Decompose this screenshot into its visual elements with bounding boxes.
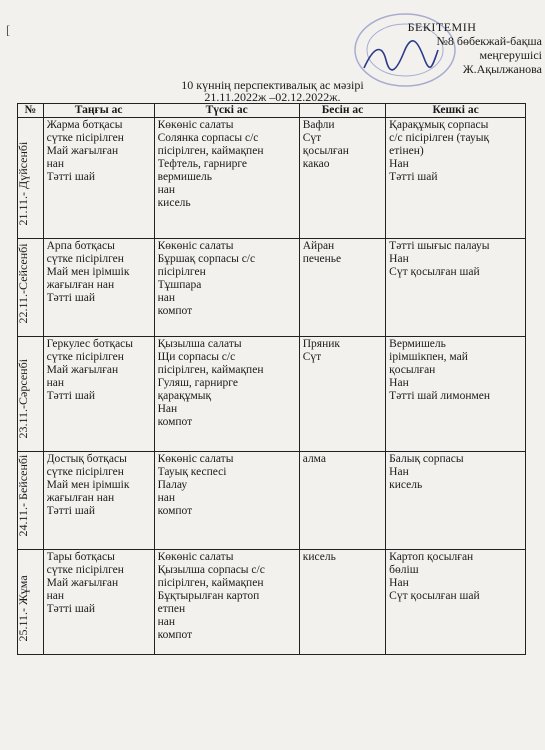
- dish-line: Тәтті шай: [46, 171, 95, 183]
- dish-line: Тәтті шай лимонмен: [389, 390, 491, 402]
- menu-title: [0, 79, 545, 103]
- dish-line: сүтке пісірілген: [46, 564, 124, 576]
- breakfast-cell: [43, 550, 154, 655]
- table-row: [18, 550, 526, 655]
- dish-line: Май мен ірімшік: [46, 479, 130, 491]
- dish-line: сүтке пісірілген: [46, 466, 124, 478]
- dinner-cell: [386, 452, 526, 550]
- dish-line: Тефтель, гарнирге: [157, 158, 248, 170]
- dinner-cell: [386, 239, 526, 337]
- dish-line: сүтке пісірілген: [46, 132, 124, 144]
- dish-line: Көкөніс салаты: [157, 551, 234, 563]
- dish-line: сүтке пісірілген: [46, 253, 124, 265]
- dish-line: Май жағылған: [46, 364, 119, 376]
- dish-line: Вафли: [302, 119, 335, 131]
- dish-line: қарақұмық: [157, 390, 212, 402]
- dish-line: жағылған нан: [46, 279, 115, 291]
- column-header: Түскі ас: [154, 104, 299, 118]
- dish-line: Айран: [302, 240, 335, 252]
- dish-line: нан: [157, 184, 176, 196]
- lunch-cell: [154, 452, 299, 550]
- day-label: 23.11.-Сәрсенбі: [16, 358, 31, 439]
- dish-line: Нан: [389, 577, 409, 589]
- column-header: №: [18, 104, 44, 118]
- dish-line: Картоп қосылған: [389, 551, 474, 563]
- approval-line: Ж.Ақылжанова: [462, 62, 542, 76]
- dish-line: Тәтті шығыс палауы: [389, 240, 490, 252]
- dish-line: Көкөніс салаты: [157, 453, 234, 465]
- menu-table: [17, 103, 526, 655]
- dish-line: Пряник: [302, 338, 340, 350]
- dish-line: сүтке пісірілген: [46, 351, 124, 363]
- day-label: 25.11.- Жұма: [16, 575, 31, 642]
- breakfast-cell: [43, 337, 154, 452]
- dish-line: Тәтті шай: [389, 171, 438, 183]
- table-row: [18, 452, 526, 550]
- dish-line: Нан: [389, 377, 409, 389]
- dish-line: Тары ботқасы: [46, 551, 115, 563]
- dish-line: нан: [46, 377, 65, 389]
- dish-line: Май жағылған: [46, 145, 119, 157]
- dinner-cell: [386, 337, 526, 452]
- dinner-cell: [386, 118, 526, 239]
- dish-line: Қарақұмық сорпасы: [389, 119, 489, 131]
- dish-line: алма: [302, 453, 326, 465]
- dish-line: Бұршақ сорпасы с/с: [157, 253, 256, 265]
- breakfast-cell: [43, 118, 154, 239]
- column-header: Бесін ас: [299, 104, 385, 118]
- dish-line: Геркулес ботқасы: [46, 338, 134, 350]
- dish-line: Нан: [157, 403, 178, 415]
- dish-line: Тәтті шай: [46, 603, 95, 615]
- dish-line: нан: [46, 158, 65, 170]
- snack-cell: [299, 118, 385, 239]
- dish-line: нан: [46, 590, 65, 602]
- lunch-cell: [154, 550, 299, 655]
- binder-mark: [: [6, 22, 11, 37]
- dish-line: Арпа ботқасы: [46, 240, 115, 252]
- dish-line: какао: [302, 158, 330, 170]
- dish-line: Щи сорпасы с/с: [157, 351, 236, 363]
- snack-cell: [299, 239, 385, 337]
- dish-line: Солянка сорпасы с/с: [157, 132, 259, 144]
- dish-line: етінен): [389, 145, 424, 157]
- day-label: 24.11.- Бейсенбі: [16, 454, 31, 537]
- column-header: Таңғы ас: [43, 104, 154, 118]
- dish-line: Нан: [389, 253, 409, 265]
- day-label: 22.11.-Сейсенбі: [16, 243, 31, 324]
- dish-line: Қызылша салаты: [157, 338, 242, 350]
- dish-line: пісірілген, каймақпен: [157, 364, 264, 376]
- snack-cell: [299, 550, 385, 655]
- dish-line: Вермишель: [389, 338, 446, 350]
- dish-line: с/с пісірілген (тауық: [389, 132, 490, 144]
- approval-block: [372, 20, 542, 76]
- dish-line: қосылған: [302, 145, 349, 157]
- dish-line: нан: [157, 616, 176, 628]
- approval-line: №8 бөбекжай-бақша: [436, 34, 542, 48]
- table-row: [18, 239, 526, 337]
- dish-line: Сүт қосылған шай: [389, 266, 480, 278]
- dish-line: Нан: [389, 466, 409, 478]
- dish-line: Көкөніс салаты: [157, 119, 234, 131]
- dish-line: Май жағылған: [46, 577, 119, 589]
- dish-line: Палау: [157, 479, 188, 491]
- menu-title-line: 10 күннің перспективалық ас мәзірі: [181, 78, 364, 92]
- dish-line: Тұшпара: [157, 279, 202, 291]
- table-row: [18, 337, 526, 452]
- column-header: Кешкі ас: [386, 104, 526, 118]
- dish-line: кисель: [389, 479, 423, 491]
- dish-line: Балық сорпасы: [389, 453, 464, 465]
- dish-line: Тауық кеспесі: [157, 466, 227, 478]
- snack-cell: [299, 452, 385, 550]
- dish-line: Көкөніс салаты: [157, 240, 234, 252]
- dish-line: пісірілген: [157, 266, 206, 278]
- table-header-row: [18, 104, 526, 118]
- dish-line: ірімшікпен, май: [389, 351, 468, 363]
- dish-line: жағылған нан: [46, 492, 115, 504]
- dish-line: компот: [157, 505, 193, 517]
- day-cell: [18, 337, 44, 452]
- dinner-cell: [386, 550, 526, 655]
- dish-line: бөліш: [389, 564, 419, 576]
- dish-line: етпен: [157, 603, 186, 615]
- dish-line: вермишель: [157, 171, 213, 183]
- dish-line: компот: [157, 629, 193, 641]
- approval-line: меңгерушісі: [479, 48, 542, 62]
- snack-cell: [299, 337, 385, 452]
- dish-line: Қызылша сорпасы с/с: [157, 564, 265, 576]
- dish-line: Тәтті шай: [46, 505, 95, 517]
- dish-line: Гуляш, гарнирге: [157, 377, 238, 389]
- day-cell: [18, 118, 44, 239]
- dish-line: кисель: [157, 197, 191, 209]
- lunch-cell: [154, 337, 299, 452]
- dish-line: компот: [157, 416, 193, 428]
- approval-title: БЕКІТЕМІН: [407, 20, 477, 34]
- dish-line: Тәтті шай: [46, 292, 95, 304]
- day-cell: [18, 452, 44, 550]
- dish-line: печенье: [302, 253, 342, 265]
- dish-line: Нан: [389, 158, 409, 170]
- dish-line: нан: [157, 292, 176, 304]
- table-row: [18, 118, 526, 239]
- dish-line: Май мен ірімшік: [46, 266, 130, 278]
- dish-line: кисель: [302, 551, 336, 563]
- breakfast-cell: [43, 239, 154, 337]
- dish-line: Жарма ботқасы: [46, 119, 123, 131]
- breakfast-cell: [43, 452, 154, 550]
- dish-line: Сүт қосылған шай: [389, 590, 480, 602]
- day-cell: [18, 550, 44, 655]
- dish-line: Сүт: [302, 132, 322, 144]
- dish-line: пісірілген, каймақпен: [157, 577, 264, 589]
- dish-line: Сүт: [302, 351, 322, 363]
- day-label: 21.11.- Дүйсенбі: [16, 141, 31, 226]
- day-cell: [18, 239, 44, 337]
- dish-line: қосылған: [389, 364, 436, 376]
- dish-line: Бұқтырылған картоп: [157, 590, 260, 602]
- menu-title-dates: 21.11.2022ж –02.12.2022ж.: [204, 90, 341, 104]
- dish-line: Достық ботқасы: [46, 453, 127, 465]
- dish-line: Тәтті шай: [46, 390, 95, 402]
- dish-line: нан: [157, 492, 176, 504]
- lunch-cell: [154, 118, 299, 239]
- lunch-cell: [154, 239, 299, 337]
- dish-line: пісірілген, каймақпен: [157, 145, 264, 157]
- dish-line: компот: [157, 305, 193, 317]
